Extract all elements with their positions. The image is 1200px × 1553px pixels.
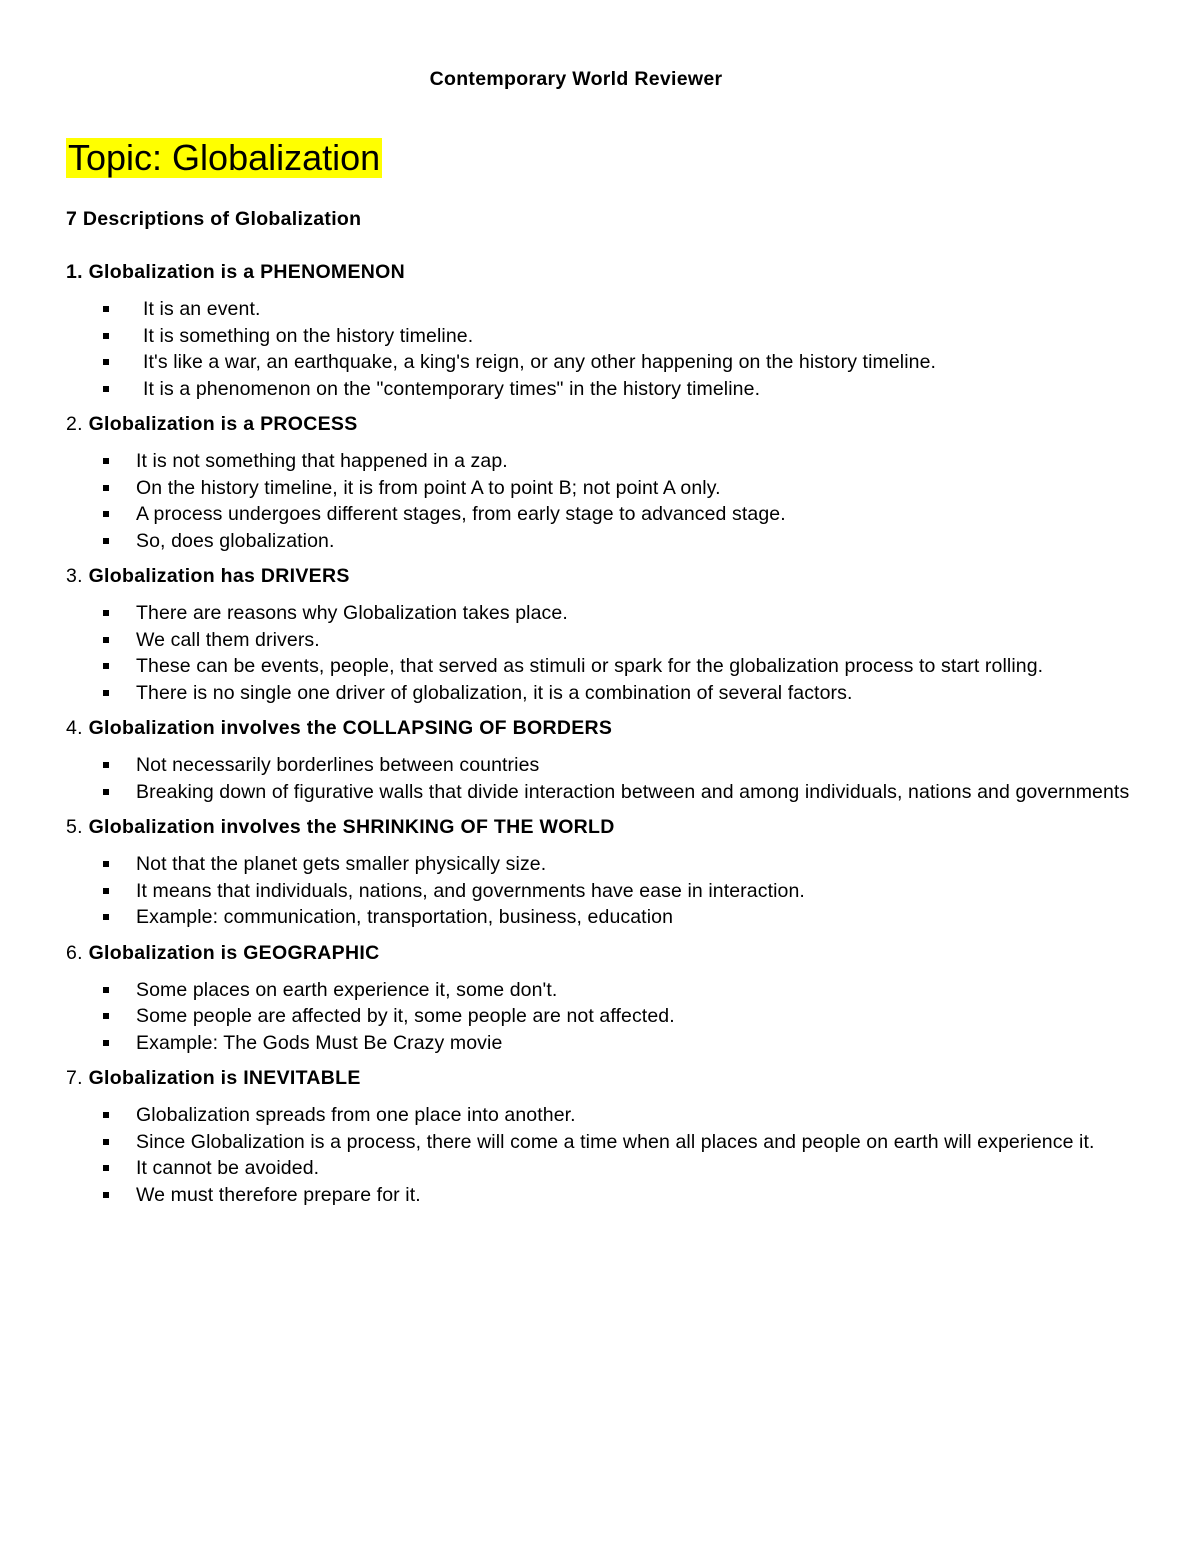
document-title: Contemporary World Reviewer [429, 68, 723, 90]
list-item-text: It's like a war, an earthquake, a king's reign, or any other happening on the history timeline. [143, 351, 937, 373]
bullet-list [66, 851, 1156, 931]
section-heading-text: Globalization involves the SHRINKING OF THE WORLD [88, 816, 615, 838]
list-item [66, 851, 1156, 878]
section-heading-text: Globalization involves the COLLAPSING OF BORDERS [88, 717, 613, 739]
square-bullet-icon [103, 987, 109, 993]
list-item-text: It is something on the history timeline. [143, 324, 474, 347]
list-item-text: It is a phenomenon on the "contemporary times" in the history timeline. [143, 377, 761, 400]
square-bullet-icon [103, 386, 109, 392]
list-item-text: On the history timeline, it is from point A to point B; not point A only. [136, 476, 721, 499]
list-item-text: Breaking down of figurative walls that divide interaction between and among individuals, nations and governments [136, 780, 1130, 803]
square-bullet-icon [103, 1013, 109, 1019]
square-bullet-icon [103, 306, 109, 312]
square-bullet-icon [103, 1192, 109, 1198]
section-number: 5. [66, 816, 83, 838]
section-heading-text: Globalization is a PROCESS [88, 413, 358, 435]
list-item [66, 1102, 1156, 1129]
section-number: 7. [66, 1067, 83, 1089]
list-item [66, 600, 1156, 627]
section-6 [66, 941, 1156, 1057]
bullet-list [66, 600, 1156, 706]
square-bullet-icon [103, 538, 109, 544]
square-bullet-icon [103, 1112, 109, 1118]
list-item-text: Some people are affected by it, some people are not affected. [136, 1005, 675, 1027]
list-item [66, 653, 1156, 680]
list-item [66, 680, 1156, 707]
square-bullet-icon [103, 690, 109, 696]
square-bullet-icon [103, 1165, 109, 1171]
list-item-text: A process undergoes different stages, from early stage to advanced stage. [136, 503, 786, 525]
list-item [66, 1155, 1156, 1182]
square-bullet-icon [103, 458, 109, 464]
list-item-text: We must therefore prepare for it. [136, 1183, 421, 1206]
list-item-text: It cannot be avoided. [136, 1157, 320, 1179]
list-item [66, 1003, 1156, 1030]
list-item [66, 627, 1156, 654]
list-item [66, 1182, 1156, 1209]
square-bullet-icon [103, 1139, 109, 1145]
list-item [66, 1030, 1156, 1057]
section-3 [66, 564, 1156, 706]
section-number: 6. [66, 941, 83, 964]
bullet-list [66, 752, 1156, 805]
document-subtitle: 7 Descriptions of Globalization [66, 208, 362, 230]
section-heading-text: Globalization is a PHENOMENON [88, 261, 405, 283]
section-heading-text: Globalization has DRIVERS [88, 565, 350, 587]
list-item-text: There is no single one driver of globalization, it is a combination of several factors. [136, 681, 853, 704]
section-heading [66, 941, 1156, 965]
list-item [66, 349, 1156, 376]
section-heading [66, 716, 1156, 740]
section-5 [66, 815, 1156, 931]
section-heading [66, 564, 1156, 588]
list-item-text: Globalization spreads from one place into another. [136, 1104, 576, 1126]
section-number: 1. [66, 261, 83, 283]
square-bullet-icon [103, 762, 109, 768]
section-2 [66, 412, 1156, 554]
square-bullet-icon [103, 861, 109, 867]
square-bullet-icon [103, 637, 109, 643]
section-heading-text: Globalization is GEOGRAPHIC [88, 941, 380, 964]
list-item-text: Some places on earth experience it, some don't. [136, 978, 558, 1001]
section-heading [66, 412, 1156, 436]
list-item-text: Example: The Gods Must Be Crazy movie [136, 1031, 503, 1054]
list-item [66, 323, 1156, 350]
square-bullet-icon [103, 1040, 109, 1046]
square-bullet-icon [103, 333, 109, 339]
list-item-text: There are reasons why Globalization takes place. [136, 602, 568, 624]
section-heading [66, 815, 1156, 839]
list-item [66, 501, 1156, 528]
list-item-text: These can be events, people, that served as stimuli or spark for the globalization process to start rolling. [136, 655, 1044, 677]
square-bullet-icon [103, 888, 109, 894]
square-bullet-icon [103, 789, 109, 795]
section-number: 4. [66, 717, 83, 739]
section-number: 2. [66, 413, 83, 435]
square-bullet-icon [103, 485, 109, 491]
list-item [66, 528, 1156, 555]
section-4 [66, 716, 1156, 805]
section-heading [66, 1066, 1156, 1090]
bullet-list [66, 448, 1156, 554]
list-item [66, 448, 1156, 475]
list-item [66, 779, 1156, 806]
list-item [66, 296, 1156, 323]
topic-heading: Topic: Globalization [68, 137, 381, 178]
bullet-list [66, 296, 1156, 402]
section-heading-text: Globalization is INEVITABLE [88, 1067, 361, 1089]
bullet-list [66, 1102, 1156, 1208]
section-7 [66, 1066, 1156, 1208]
list-item-text: We call them drivers. [136, 628, 320, 651]
list-item-text: Example: communication, transportation, business, education [136, 906, 674, 928]
list-item-text: It means that individuals, nations, and governments have ease in interaction. [136, 879, 805, 902]
list-item [66, 475, 1156, 502]
square-bullet-icon [103, 610, 109, 616]
list-item-text: Not necessarily borderlines between countries [136, 754, 540, 776]
sections-container [66, 260, 1156, 1218]
list-item [66, 878, 1156, 905]
list-item [66, 376, 1156, 403]
square-bullet-icon [103, 511, 109, 517]
list-item-text: Not that the planet gets smaller physically size. [136, 853, 547, 875]
section-heading [66, 260, 1156, 284]
square-bullet-icon [103, 914, 109, 920]
bullet-list [66, 977, 1156, 1057]
list-item-text: Since Globalization is a process, there will come a time when all places and people on earth will experience it. [136, 1130, 1095, 1153]
list-item-text: It is an event. [143, 298, 261, 320]
list-item-text: It is not something that happened in a zap. [136, 450, 508, 472]
list-item [66, 1129, 1156, 1156]
section-number: 3. [66, 565, 83, 587]
list-item-text: So, does globalization. [136, 529, 335, 552]
list-item [66, 752, 1156, 779]
section-1 [66, 260, 1156, 402]
square-bullet-icon [103, 663, 109, 669]
list-item [66, 904, 1156, 931]
list-item [66, 977, 1156, 1004]
square-bullet-icon [103, 359, 109, 365]
